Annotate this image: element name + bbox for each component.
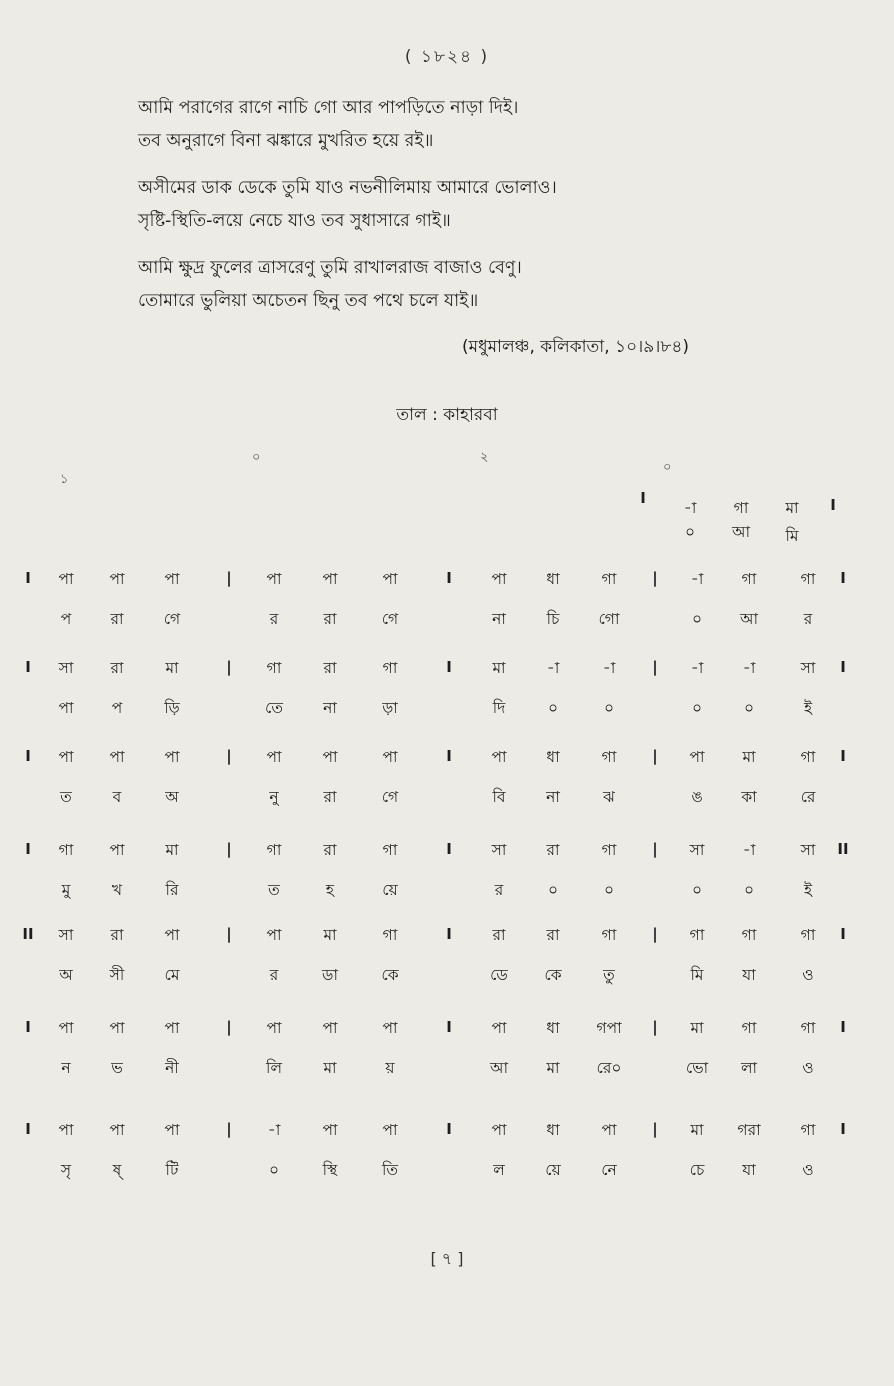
- swara-note: পা: [382, 748, 398, 766]
- swara-note: সা: [800, 841, 816, 859]
- lyric-syllable: না: [546, 788, 560, 806]
- lyric-syllable: ০: [603, 699, 615, 717]
- swara-note: পা: [266, 1019, 282, 1037]
- swara-note: সা: [800, 659, 816, 677]
- lyric-syllable: ঙ: [691, 788, 703, 806]
- swara-note: -া: [683, 499, 697, 517]
- lyric-syllable: তে: [265, 699, 283, 717]
- bar-line: I: [446, 1018, 452, 1036]
- swara-note: গা: [382, 841, 398, 859]
- swara-note: গা: [266, 841, 282, 859]
- lyric-syllable: তু: [603, 966, 615, 984]
- swara-note: -া: [267, 1121, 281, 1139]
- lyric-syllable: ০: [547, 699, 559, 717]
- lyric-syllable: য়ে: [545, 1161, 561, 1179]
- bar-line: I: [446, 569, 452, 587]
- lyric-syllable: য়: [385, 1059, 395, 1077]
- bar-line: |: [652, 1120, 658, 1138]
- swara-note: গা: [741, 926, 757, 944]
- lyric-syllable: মি: [785, 527, 799, 545]
- lyric-syllable: ও: [802, 966, 814, 984]
- lyrics-line: সৃষ্টি-স্থিতি-লয়ে নেচে যাও তব সুধাসারে গাই॥: [138, 211, 451, 231]
- bar-line: |: [226, 569, 232, 587]
- lyric-syllable: কা: [741, 788, 757, 806]
- swara-note: পা: [58, 1019, 74, 1037]
- lyric-syllable: ০: [268, 1161, 280, 1179]
- lyric-syllable: রা: [110, 610, 124, 628]
- swara-note: মা: [690, 1019, 704, 1037]
- lyric-syllable: ০: [684, 523, 696, 541]
- bar-line: I: [25, 840, 31, 858]
- lyric-syllable: র: [803, 610, 813, 628]
- bar-line: |: [652, 747, 658, 765]
- bar-line: I: [830, 496, 836, 514]
- swara-note: সা: [491, 841, 507, 859]
- bar-line: I: [446, 925, 452, 943]
- lyric-syllable: আ: [731, 523, 751, 541]
- swara-note: ধা: [546, 1121, 560, 1139]
- lyric-syllable: বি: [492, 788, 506, 806]
- swara-note: পা: [58, 1121, 74, 1139]
- lyric-syllable: মা: [546, 1059, 560, 1077]
- lyric-syllable: কে: [381, 966, 399, 984]
- bar-line: |: [226, 840, 232, 858]
- swara-note: পা: [266, 570, 282, 588]
- swara-note: গা: [800, 570, 816, 588]
- lyric-syllable: ত: [60, 788, 72, 806]
- lyric-syllable: মু: [61, 881, 71, 899]
- swara-note: পা: [382, 1121, 398, 1139]
- lyric-syllable: ০: [691, 881, 703, 899]
- lyric-syllable: গো: [598, 610, 620, 628]
- lyric-syllable: স্থি: [322, 1161, 338, 1179]
- lyric-syllable: গে: [381, 788, 399, 806]
- tala-heading: তাল : কাহারবা: [396, 405, 498, 425]
- swara-note: পা: [382, 570, 398, 588]
- swara-note: রা: [323, 659, 337, 677]
- swara-note: পা: [164, 748, 180, 766]
- beat-mark: ০: [252, 450, 261, 465]
- swara-note: মা: [492, 659, 506, 677]
- lyric-syllable: ঝ: [603, 788, 615, 806]
- lyric-syllable: নে: [601, 1161, 617, 1179]
- swara-note: পা: [689, 748, 705, 766]
- lyric-syllable: হ: [325, 881, 335, 899]
- beat-mark: ২: [480, 450, 489, 465]
- swara-note: পা: [164, 570, 180, 588]
- swara-note: পা: [109, 1121, 125, 1139]
- lyric-syllable: র: [269, 610, 279, 628]
- swara-note: গা: [382, 926, 398, 944]
- bar-line: |: [226, 747, 232, 765]
- lyric-syllable: র: [269, 966, 279, 984]
- swara-note: পা: [164, 926, 180, 944]
- swara-note: রা: [546, 841, 560, 859]
- swara-note: পা: [491, 1019, 507, 1037]
- swara-note: পা: [58, 570, 74, 588]
- swara-note: -া: [602, 659, 616, 677]
- lyric-syllable: সৃ: [60, 1161, 72, 1179]
- lyric-syllable: যা: [742, 1161, 756, 1179]
- swara-note: -া: [690, 570, 704, 588]
- lyric-syllable: ভ: [111, 1059, 123, 1077]
- swara-note: মা: [323, 926, 337, 944]
- lyric-syllable: মি: [690, 966, 704, 984]
- swara-note: রা: [323, 841, 337, 859]
- swara-note: পা: [491, 570, 507, 588]
- lyric-syllable: লা: [740, 1059, 758, 1077]
- bar-line: |: [226, 1018, 232, 1036]
- lyric-syllable: ও: [802, 1161, 814, 1179]
- bar-line: I: [840, 569, 846, 587]
- lyric-syllable: ০: [547, 881, 559, 899]
- bar-line: I: [840, 925, 846, 943]
- swara-note: পা: [382, 1019, 398, 1037]
- lyric-syllable: রি: [165, 881, 179, 899]
- lyric-syllable: ই: [803, 881, 813, 899]
- swara-note: -া: [742, 841, 756, 859]
- swara-note: গা: [601, 926, 617, 944]
- lyrics-source: (মধুমালঞ্চ, কলিকাতা, ১০।৯।৮৪): [462, 337, 690, 357]
- lyric-syllable: না: [492, 610, 506, 628]
- swara-note: রা: [546, 926, 560, 944]
- lyric-syllable: অ: [165, 788, 179, 806]
- swara-note: গা: [601, 570, 617, 588]
- swara-note: গা: [741, 570, 757, 588]
- swara-note: পা: [109, 570, 125, 588]
- lyric-syllable: ০: [743, 699, 755, 717]
- swara-note: মা: [165, 659, 179, 677]
- lyric-syllable: ০: [603, 881, 615, 899]
- lyric-syllable: ন: [61, 1059, 71, 1077]
- swara-note: গা: [58, 841, 74, 859]
- lyric-syllable: ই: [803, 699, 813, 717]
- swara-note: মা: [742, 748, 756, 766]
- lyric-syllable: চি: [546, 610, 560, 628]
- lyrics-line: আমি পরাগের রাগে নাচি গো আর পাপড়িতে নাড়া দিই।: [138, 98, 519, 118]
- swara-note: গা: [800, 926, 816, 944]
- bar-line: I: [25, 1018, 31, 1036]
- swara-note: গা: [266, 659, 282, 677]
- lyric-syllable: মে: [164, 966, 180, 984]
- bar-line: |: [652, 925, 658, 943]
- lyric-syllable: ০: [691, 610, 703, 628]
- swara-note: গা: [601, 748, 617, 766]
- lyrics-stanza: [138, 92, 858, 158]
- page-header-marker: ( ১৮২৪ ): [404, 47, 490, 67]
- swara-note: -া: [742, 659, 756, 677]
- lyric-syllable: প: [111, 699, 123, 717]
- beat-mark: ১: [60, 472, 69, 487]
- lyric-syllable: নী: [165, 1059, 179, 1077]
- lyric-syllable: ড়ি: [164, 699, 180, 717]
- swara-note: ধা: [546, 570, 560, 588]
- lyric-syllable: লি: [266, 1059, 282, 1077]
- lyric-syllable: নু: [269, 788, 279, 806]
- lyrics-line: আমি ক্ষুদ্র ফুলের ত্রাসরেণু তুমি রাখালরাজ বাজাও বেণু।: [138, 258, 522, 278]
- swara-note: -া: [546, 659, 560, 677]
- bar-line: |: [226, 1120, 232, 1138]
- lyric-syllable: আ: [739, 610, 759, 628]
- bar-line: I: [25, 747, 31, 765]
- lyric-syllable: সী: [109, 966, 125, 984]
- lyric-syllable: ড়া: [382, 699, 398, 717]
- swara-note: গা: [800, 1019, 816, 1037]
- bar-line: |: [652, 1018, 658, 1036]
- lyric-syllable: ষ্: [112, 1161, 122, 1179]
- lyric-syllable: চে: [689, 1161, 705, 1179]
- swara-note: ধা: [546, 748, 560, 766]
- lyric-syllable: ০: [743, 881, 755, 899]
- lyric-syllable: ও: [802, 1059, 814, 1077]
- swara-note: ধা: [546, 1019, 560, 1037]
- swara-note: গা: [601, 841, 617, 859]
- swara-note: পা: [164, 1121, 180, 1139]
- swara-note: গা: [800, 748, 816, 766]
- lyric-syllable: দি: [492, 699, 506, 717]
- bar-line: I: [446, 747, 452, 765]
- swara-note: পা: [322, 570, 338, 588]
- swara-note: পা: [109, 841, 125, 859]
- lyric-syllable: খ: [111, 881, 123, 899]
- lyric-syllable: কে: [544, 966, 562, 984]
- bar-line: I: [446, 658, 452, 676]
- swara-note: গা: [800, 1121, 816, 1139]
- lyrics-stanza: [138, 172, 858, 238]
- bar-line: I: [640, 489, 646, 507]
- lyric-syllable: মা: [323, 1059, 337, 1077]
- bar-line: II: [22, 925, 34, 943]
- bar-line: I: [446, 840, 452, 858]
- bar-line: I: [25, 658, 31, 676]
- lyric-syllable: ডা: [322, 966, 338, 984]
- lyric-syllable: রা: [323, 788, 337, 806]
- swara-note: পা: [164, 1019, 180, 1037]
- lyric-syllable: গে: [381, 610, 399, 628]
- lyrics-line: তোমারে ভুলিয়া অচেতন ছিনু তব পথে চলে যাই॥: [138, 291, 479, 311]
- lyric-syllable: তি: [381, 1161, 399, 1179]
- swara-note: সা: [58, 659, 74, 677]
- swara-note: রা: [110, 926, 124, 944]
- lyric-syllable: য়ে: [382, 881, 398, 899]
- lyric-syllable: টি: [165, 1161, 179, 1179]
- swara-note: গা: [689, 926, 705, 944]
- beat-mark: ০: [663, 460, 672, 475]
- swara-note: গা: [733, 499, 749, 517]
- swara-note: পা: [58, 748, 74, 766]
- lyric-syllable: রে০: [596, 1059, 622, 1077]
- lyric-syllable: যা: [742, 966, 756, 984]
- lyric-syllable: প: [60, 610, 72, 628]
- lyrics-stanza: [138, 252, 858, 318]
- bar-line: I: [840, 658, 846, 676]
- lyric-syllable: ডে: [490, 966, 508, 984]
- lyric-syllable: পা: [58, 699, 74, 717]
- swara-note: রা: [492, 926, 506, 944]
- lyric-syllable: ০: [691, 699, 703, 717]
- bar-line: I: [840, 747, 846, 765]
- page-number: [ ৭ ]: [430, 1249, 464, 1268]
- swara-note: পা: [109, 748, 125, 766]
- swara-note: পা: [322, 1019, 338, 1037]
- bar-line: I: [25, 569, 31, 587]
- swara-note: পা: [491, 748, 507, 766]
- swara-note: গরা: [737, 1121, 761, 1139]
- swara-note: -া: [690, 659, 704, 677]
- swara-note: পা: [322, 1121, 338, 1139]
- swara-note: মা: [690, 1121, 704, 1139]
- swara-note: পা: [322, 748, 338, 766]
- swara-note: সা: [689, 841, 705, 859]
- swara-note: পা: [491, 1121, 507, 1139]
- lyric-syllable: অ: [59, 966, 73, 984]
- song-lyrics: [138, 92, 858, 332]
- swara-note: সা: [58, 926, 74, 944]
- bar-line: I: [25, 1120, 31, 1138]
- lyric-syllable: রে: [800, 788, 816, 806]
- bar-line: II: [837, 840, 849, 858]
- swara-note: রা: [110, 659, 124, 677]
- swara-note: পা: [266, 748, 282, 766]
- bar-line: |: [652, 658, 658, 676]
- lyric-syllable: রা: [323, 610, 337, 628]
- lyric-syllable: ল: [493, 1161, 505, 1179]
- bar-line: |: [226, 925, 232, 943]
- lyrics-line: অসীমের ডাক ডেকে তুমি যাও নভনীলিমায় আমারে ভোলাও।: [138, 178, 557, 198]
- lyric-syllable: না: [323, 699, 337, 717]
- lyric-syllable: আ: [489, 1059, 509, 1077]
- bar-line: I: [840, 1120, 846, 1138]
- bar-line: |: [226, 658, 232, 676]
- lyric-syllable: ব: [112, 788, 122, 806]
- swara-note: গপা: [596, 1019, 622, 1037]
- bar-line: |: [652, 569, 658, 587]
- bar-line: I: [840, 1018, 846, 1036]
- lyric-syllable: ত: [268, 881, 280, 899]
- swara-note: পা: [601, 1121, 617, 1139]
- lyric-syllable: র: [494, 881, 504, 899]
- swara-note: পা: [266, 926, 282, 944]
- bar-line: I: [446, 1120, 452, 1138]
- swara-note: পা: [109, 1019, 125, 1037]
- bar-line: |: [652, 840, 658, 858]
- swara-note: মা: [785, 499, 799, 517]
- swara-note: মা: [165, 841, 179, 859]
- lyric-syllable: গে: [163, 610, 181, 628]
- lyric-syllable: ভো: [685, 1059, 709, 1077]
- swara-note: গা: [382, 659, 398, 677]
- lyrics-line: তব অনুরাগে বিনা ঝঙ্কারে মুখরিত হয়ে রই॥: [138, 131, 434, 151]
- swara-note: গা: [741, 1019, 757, 1037]
